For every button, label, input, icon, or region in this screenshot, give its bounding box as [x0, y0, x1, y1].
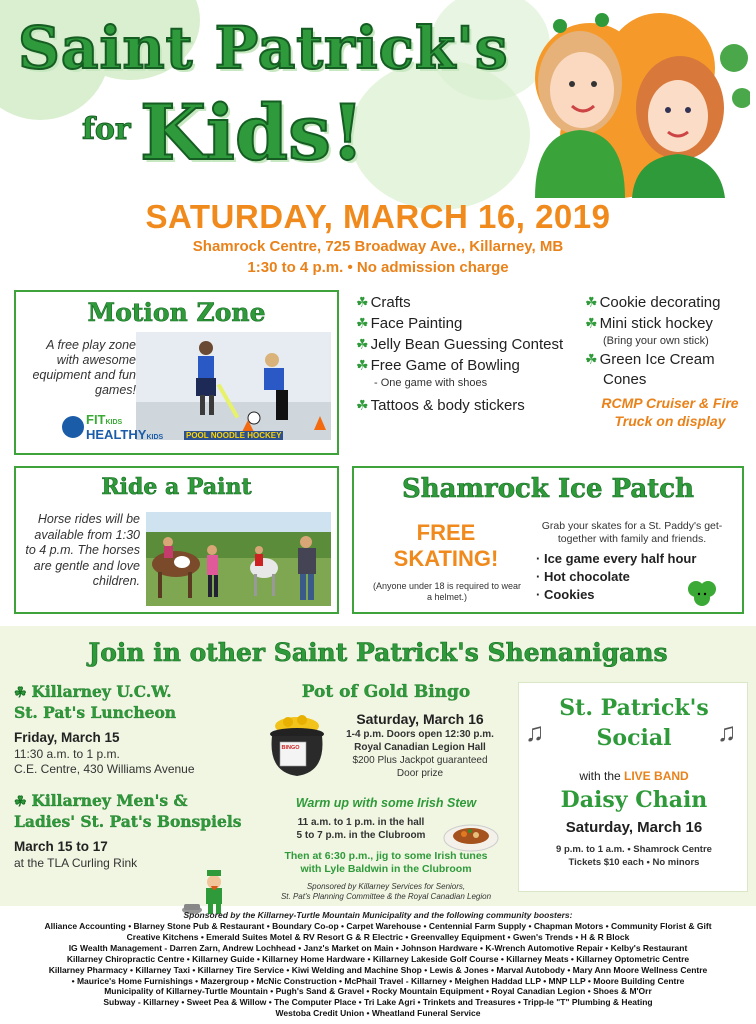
shamrock-bullet-icon: ☘: [356, 336, 369, 352]
sponsor-line: Killarney Chiropractic Centre • Killarney Guide • Killarney Home Hardware • Killarney Lakeside Golf Course • Killarney Meats • Killarney Optometric Centre: [66, 953, 690, 964]
grab-skates-text: Grab your skates for a St. Paddy's get-together with family and friends.: [541, 520, 723, 545]
sponsor-line: Municipality of Killarney-Turtle Mountain • Pugh's Sand & Gravel • Rocky Mountain Equipment • Royal Canadian Legion • Shoes & M'Orr: [104, 986, 652, 997]
title-for: for: [82, 112, 131, 147]
shenanigans-title: Join in other Saint Patrick's Shenanigans: [88, 638, 668, 667]
band-name: Daisy Chain: [560, 787, 708, 813]
title-kids: Kids!: [140, 88, 365, 177]
ice-patch-box: [352, 466, 744, 614]
shamrock-bullet-icon: ☘: [585, 351, 598, 367]
ride-a-paint-box: [14, 466, 339, 614]
music-note-icon: ♫: [525, 717, 545, 747]
shamrock-icon: [684, 578, 720, 608]
sponsor-line: • Maurice's Home Furnishings • Mazergroup • McNic Construction • McPhail Travel - Killarney • Meighen Haddad LLP • MNP LLP • Moore Building Centre: [71, 975, 685, 986]
bingo-title: Pot of Gold Bingo: [301, 682, 471, 702]
shamrock-bullet-icon: ☘: [356, 357, 369, 373]
ride-a-paint-desc: Horse rides will be available from 1:30 to 4 p.m. The horses are gentle and love children.: [25, 512, 140, 588]
header: [0, 0, 756, 200]
activities-right: [585, 292, 755, 430]
kids-photo: [520, 8, 750, 198]
motion-zone-photo: [136, 332, 331, 440]
social-title: St. Patrick's Social: [559, 695, 709, 751]
list-item: ☘ Cookie decorating: [585, 294, 721, 311]
rcmp-note: RCMP Cruiser & Fire Truck on display: [601, 395, 739, 429]
sponsor-line: Creative Kitchens • Emerald Suites Motel & RV Resort G & R Electric • Greenvalley Equipment • Gwen's Trends • H & R Block: [126, 931, 630, 942]
event-date: SATURDAY, MARCH 16, 2019: [145, 198, 611, 235]
live-band-line: with the LIVE BAND: [579, 769, 689, 783]
pot-of-gold-icon: [266, 712, 328, 780]
sponsor-line: Alliance Accounting • Blarney Stone Pub & Restaurant • Boundary Co-op • Carpet Warehouse • Centennial Farm Supply • Chapman Motors • Community Florist & Gift: [44, 921, 712, 931]
sponsors-heading: Sponsored by the Killarney-Turtle Mountain Municipality and the following community boosters:: [183, 910, 573, 920]
event-venue: Shamrock Centre, 725 Broadway Ave., Killarney, MB: [192, 238, 564, 255]
free-skating: FREE SKATING!: [393, 520, 499, 571]
social-date: Saturday, March 16: [565, 819, 703, 836]
bonspiel-title-2: Ladies' St. Pat's Bonspiels: [14, 812, 242, 831]
list-item: ☘ Mini stick hockey: [585, 315, 713, 332]
logo-healthy: HEALTHYKIDS: [86, 427, 164, 442]
stew-times: [266, 816, 456, 842]
bingo-location: Royal Canadian Legion Hall: [354, 742, 486, 753]
list-item: ☘ Free Game of Bowling: [356, 357, 520, 374]
ucw-bonspiel-column: [14, 682, 272, 871]
event-time: 1:30 to 4 p.m. • No admission charge: [247, 259, 509, 276]
ucw-title-2: St. Pat's Luncheon: [14, 703, 177, 722]
ucw-date: Friday, March 15: [14, 730, 120, 745]
list-item: · Ice game every half hour: [536, 551, 697, 566]
sponsor-line: IG Wealth Management - Darren Zarn, Andrew Lochhead • Janz's Market on Main • Johnson Hardware • K-Wrench Automotive Repair • Kelby's Restaurant: [68, 942, 688, 953]
shenanigans-section: [0, 626, 756, 906]
bingo-jackpot: $200 Plus Jackpot guaranteed: [352, 755, 488, 766]
sponsor-line: Subway - Killarney • Sweet Pea & Willow • The Computer Place • Tri Lake Agri • Trinkets and Treasures • Tripp-le "T" Plumbing & Heating: [103, 997, 653, 1008]
list-item: · Cookies: [536, 587, 595, 602]
list-item: ☘ Jelly Bean Guessing Contest: [356, 336, 564, 353]
bingo-door-prize: Door prize: [396, 768, 444, 779]
music-note-icon: ♫: [717, 717, 737, 747]
list-item: ☘ Tattoos & body stickers: [356, 397, 525, 414]
motion-zone-desc: A free play zone with awesome equipment and fun games!: [32, 338, 136, 397]
ucw-time: 11:30 a.m. to 1 p.m.: [14, 747, 120, 761]
bingo-stew-column: [266, 682, 506, 901]
bonspiel-location: at the TLA Curling Rink: [14, 856, 138, 870]
list-item: · Hot chocolate: [536, 569, 630, 584]
ice-patch-title: Shamrock Ice Patch: [401, 474, 694, 504]
social-box: [518, 682, 748, 892]
bonspiel-title: ☘ Killarney Men's &: [14, 791, 188, 810]
ucw-title: ☘ Killarney U.C.W.: [14, 682, 172, 701]
irish-stew-icon: [442, 814, 500, 854]
motion-zone-box: [14, 290, 339, 455]
list-item-sub: - One game with shoes: [374, 377, 488, 389]
bingo-details: [334, 710, 506, 780]
list-item: ☘ Face Painting: [356, 315, 463, 332]
pool-noodle-hockey-label: POOL NOODLE HOCKEY: [186, 431, 282, 440]
shamrock-bullet-icon: ☘: [585, 294, 598, 310]
list-item: ☘ Green Ice Cream Cones: [585, 351, 715, 388]
horse-ride-photo: [146, 512, 331, 606]
bonspiel-date: March 15 to 17: [14, 839, 108, 854]
bingo-card-label: BINGO: [281, 745, 300, 751]
title-saint-patricks: Saint Patrick's: [18, 14, 509, 82]
stew-title: Warm up with some Irish Stew: [295, 796, 477, 810]
stew-time-hall: 11 a.m. to 1 p.m. in the hall: [297, 817, 425, 828]
fit-kids-logo: [60, 410, 164, 446]
shamrock-bullet-icon: ☘: [356, 397, 369, 413]
shamrock-bullet-icon: ☘: [14, 685, 32, 701]
sponsor-line: Westoba Credit Union • Wheatland Funeral Service: [275, 1008, 481, 1019]
bingo-date: Saturday, March 16: [356, 711, 484, 727]
logo-fit: FITKIDS: [86, 412, 123, 427]
shamrock-bullet-icon: ☘: [356, 315, 369, 331]
sponsors-section: [0, 910, 756, 1019]
ucw-location: C.E. Centre, 430 Williams Avenue: [14, 762, 195, 776]
stew-time-clubroom: 5 to 7 p.m. in the Clubroom: [296, 830, 426, 841]
activities-left: [356, 292, 586, 416]
list-item: ☘ Crafts: [356, 294, 411, 311]
jig-note: Then at 6:30 p.m., jig to some Irish tunes with Lyle Baldwin in the Clubroom: [284, 850, 488, 875]
social-details: 9 p.m. to 1 a.m. • Shamrock Centre Tickets $10 each • No minors: [556, 844, 712, 868]
shamrock-bullet-icon: ☘: [14, 794, 32, 810]
ride-a-paint-title: Ride a Paint: [101, 474, 252, 500]
list-item-sub: (Bring your own stick): [603, 335, 709, 347]
sponsor-line: Killarney Pharmacy • Killarney Taxi • Killarney Tire Service • Kiwi Welding and Machine Shop • Lewis & Jones • Marval Autobody • Mary Ann Moore Wellness Centre: [48, 964, 708, 975]
stew-sponsors: Sponsored by Killarney Services for Seniors, St. Pat's Planning Committee & the Royal Canadian Legion: [280, 882, 492, 901]
shamrock-bullet-icon: ☘: [585, 315, 598, 331]
shamrock-bullet-icon: ☘: [356, 294, 369, 310]
motion-zone-title: Motion Zone: [87, 298, 266, 327]
fit-kids-logo-icon: [62, 416, 84, 438]
helmet-note: (Anyone under 18 is required to wear a helmet.): [372, 581, 522, 602]
bingo-time: 1-4 p.m. Doors open 12:30 p.m.: [346, 729, 494, 740]
